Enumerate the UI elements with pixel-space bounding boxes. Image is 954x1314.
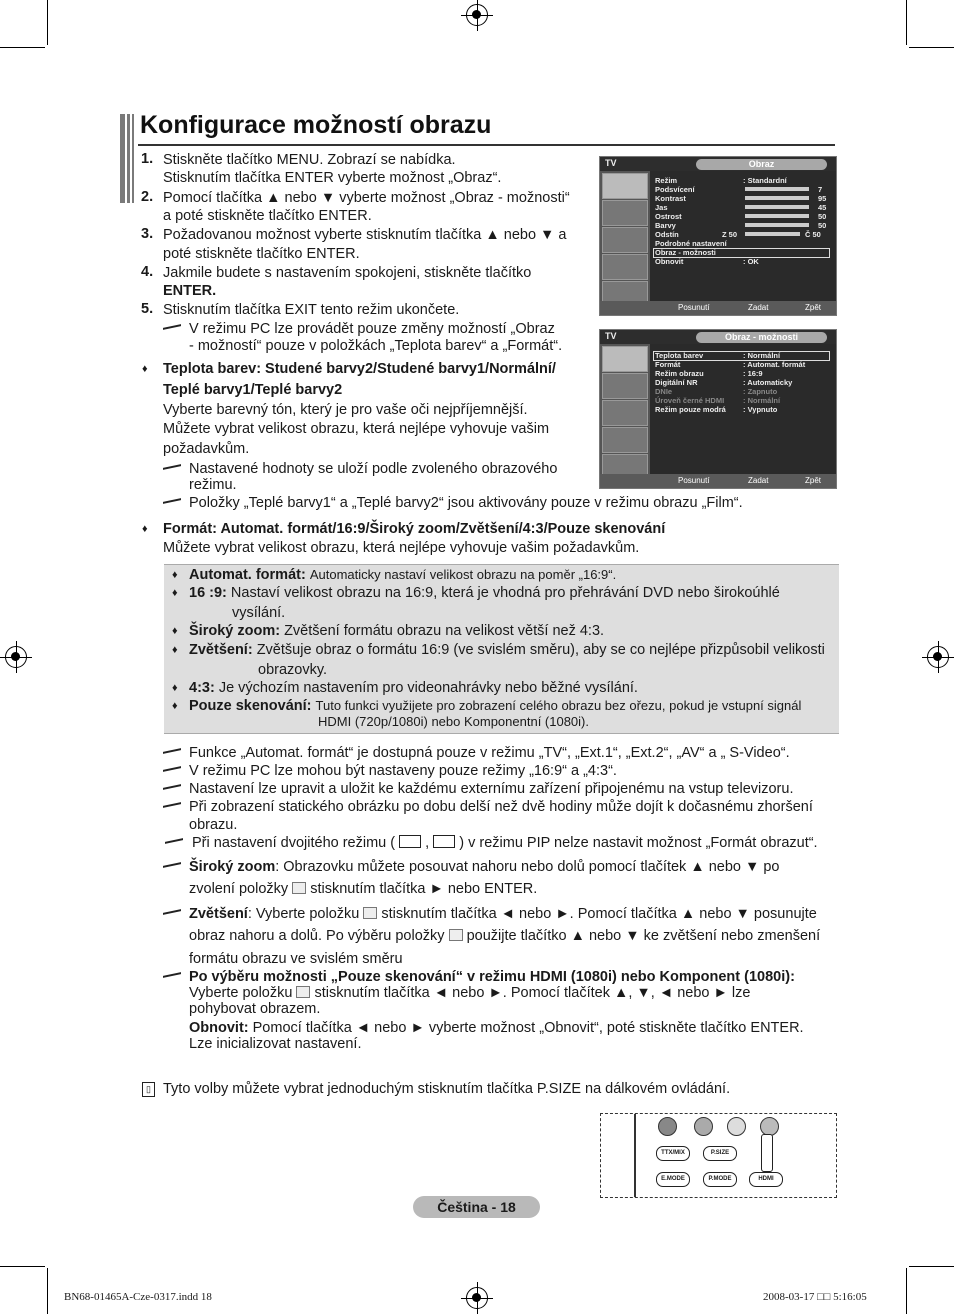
step-3-line-2: poté stiskněte tlačítko ENTER. — [163, 246, 360, 262]
crop-mark — [906, 0, 907, 45]
tv-menu-footer — [600, 301, 836, 315]
teplota-note-1b: režimu. — [189, 477, 237, 493]
tv-footer-enter: Zadat — [748, 303, 769, 312]
channel-icon — [602, 227, 648, 253]
tv-menu-heading: Obraz - možnosti — [696, 332, 827, 343]
tv-menu-row-value: : 16:9 — [743, 369, 763, 378]
wide-text: : Obrazovku můžete posouvat nahoru nebo dolů pomocí tlačítek ▲ nebo ▼ po — [275, 859, 780, 875]
zoom-text-b1: obraz nahoru a dolů. Po výběru položky — [189, 928, 445, 944]
tv-menu-row-label: Podrobné nastavení — [655, 239, 727, 248]
sound-icon — [602, 373, 648, 399]
tv-menu-row-value: : Normální — [743, 396, 781, 405]
tv-menu-row-value: 50 — [818, 221, 827, 230]
note-arrow-icon — [165, 836, 185, 846]
registration-mark-icon — [5, 646, 27, 668]
step-number: 3. — [141, 226, 154, 242]
step-number: 2. — [141, 189, 154, 205]
tv-menu-main — [650, 344, 836, 474]
tv-menu-row-label: Režim obrazu — [655, 369, 704, 378]
zoom-text-a2: stisknutím tlačítka ◄ nebo ►. Pomocí tlačítka ▲ nebo ▼ posunujte — [381, 906, 817, 922]
note-line: obrazu. — [189, 817, 238, 833]
remote-tip-icon: ▯ — [142, 1082, 155, 1097]
pip-mode-icon — [433, 835, 455, 848]
scan-reset-text: Pomocí tlačítka ◄ nebo ► vyberte možnost „Obnovit“, poté stiskněte tlačítko ENTER. — [252, 1020, 804, 1036]
hand-finger-icon — [761, 1134, 773, 1172]
crop-mark — [47, 1268, 48, 1314]
format-body: Můžete vybrat velikost obrazu, která nejlépe vyhovuje vašim požadavkům. — [163, 540, 640, 556]
tv-footer-move: Posunutí — [678, 303, 710, 312]
format-option-text: Zvětšuje obraz o formátu 16:9 (ve svislém směru), aby se co nejlépe přizpůsobil velikosti — [256, 642, 825, 658]
note-arrow-icon — [163, 800, 183, 810]
channel-icon — [602, 400, 648, 426]
step-4-line-1: Jakmile budete s nastavením spokojeni, stiskněte tlačítko — [163, 265, 532, 281]
pip-note-b: , — [425, 835, 430, 851]
tv-footer-enter: Zadat — [748, 476, 769, 485]
slider-bar — [745, 232, 800, 236]
page-footer-badge: Čeština - 18 — [413, 1196, 540, 1218]
zoom-text-c: formátu obrazu ve svislém směru — [189, 951, 403, 967]
pc-note-line-2: - možností“ pouze v položkách „Teplota barev“ a „Formát“. — [189, 338, 563, 354]
format-option-key: Zvětšení: — [189, 642, 253, 658]
hdmi-button: HDMI — [749, 1172, 783, 1187]
registration-mark-icon — [927, 646, 949, 668]
teplota-body-2: Můžete vybrat velikost obrazu, která nejlépe vyhovuje vašim — [163, 421, 550, 437]
note-line: Funkce „Automat. formát“ je dostupná pouze v režimu „TV“, „Ext.1“, „Ext.2“, „AV“ a „ S-Video“. — [189, 745, 790, 761]
bullet-diamond-icon: ♦ — [172, 700, 178, 712]
step-number: 5. — [141, 301, 154, 317]
tv-menu-footer — [600, 474, 836, 488]
format-option-key: 16 :9: — [189, 585, 227, 601]
scan-b: pohybovat obrazem. — [189, 1001, 321, 1017]
color-button-yellow — [727, 1117, 746, 1136]
format-option-text-cont: HDMI (720p/1080i) nebo Komponentní (1080i). — [318, 714, 589, 729]
step-4-line-2: ENTER. — [163, 283, 217, 299]
tv-menu-row-value: 95 — [818, 194, 827, 203]
tv-menu-row-label: Podsvícení — [655, 185, 695, 194]
tv-footer-return: Zpět — [805, 476, 822, 485]
tv-menu-tab: TV — [605, 158, 617, 168]
note-arrow-icon — [163, 782, 183, 792]
ttx-mix-button: TTX/MIX — [656, 1146, 690, 1161]
note-arrow-icon — [163, 322, 183, 332]
slider-bar — [745, 187, 809, 191]
tv-menu-row-label: Barvy — [655, 221, 676, 230]
tv-menu-row-label: Jas — [655, 203, 668, 212]
step-number: 1. — [141, 151, 154, 167]
zoom-key: Zvětšení — [189, 906, 248, 922]
setup-icon — [602, 427, 648, 453]
note-arrow-icon — [163, 970, 183, 980]
tip-text: Tyto volby můžete vybrat jednoduchým stisknutím tlačítka P.SIZE na dálkovém ovládání. — [163, 1081, 731, 1097]
crop-mark — [0, 47, 45, 48]
step-number: 4. — [141, 264, 154, 280]
bullet-diamond-icon: ♦ — [142, 363, 148, 375]
note-line: V režimu PC lze mohou být nastaveny pouze režimy „16:9“ a „4:3“. — [189, 763, 617, 779]
tv-menu-main — [650, 171, 836, 301]
color-button-green — [694, 1117, 713, 1136]
wide-text-b2: stisknutím tlačítka ► nebo ENTER. — [310, 881, 538, 897]
crop-mark — [0, 1266, 45, 1267]
crop-mark — [909, 1266, 954, 1267]
title-bar-decoration — [132, 114, 134, 203]
bullet-diamond-icon: ♦ — [172, 682, 178, 694]
slider-bar — [745, 196, 809, 200]
format-option-key: Široký zoom: — [189, 623, 281, 639]
zoom-text: : Vyberte položku — [247, 906, 360, 922]
registration-mark-icon — [466, 4, 488, 26]
tv-menu-sidebar — [600, 171, 650, 301]
tv-menu-row-value: : Automaticky — [743, 378, 793, 387]
position-icon — [292, 882, 306, 894]
setup-icon — [602, 254, 648, 280]
note-arrow-icon — [163, 860, 183, 870]
format-option-text: Automaticky nastaví velikost obrazu na poměr „16:9“. — [309, 567, 617, 582]
note-arrow-icon — [163, 462, 183, 472]
tv-menu-row-value: : OK — [743, 257, 759, 266]
tv-menu-picture — [599, 156, 837, 316]
note-arrow-icon — [163, 907, 183, 917]
tv-menu-row-value: Č 50 — [805, 230, 821, 239]
position-icon — [363, 907, 377, 919]
tv-menu-row-label: Ostrost — [655, 212, 682, 221]
slider-bar — [745, 205, 809, 209]
step-2-line-2: a poté stiskněte tlačítko ENTER. — [163, 208, 372, 224]
format-option-text: Nastaví velikost obrazu na 16:9, která je vhodná pro přehrávání DVD nebo širokoúhlé — [230, 585, 780, 601]
bullet-diamond-icon: ♦ — [172, 569, 178, 581]
bullet-diamond-icon: ♦ — [142, 523, 148, 535]
picture-icon — [602, 346, 648, 372]
tv-footer-move: Posunutí — [678, 476, 710, 485]
tv-menu-row-value: : Standardní — [743, 176, 787, 185]
teplota-note-1a: Nastavené hodnoty se uloží podle zvoleného obrazového — [189, 461, 558, 477]
tv-menu-row-value: 7 — [818, 185, 823, 194]
note-line: Nastavení lze upravit a uložit ke každému externímu zařízení připojenému na vstup televizoru. — [189, 781, 794, 797]
title-underline — [138, 144, 835, 146]
tv-menu-row-label: Režim — [655, 176, 678, 185]
format-option-text: Tuto funkci využijete pro zobrazení celého obrazu bez ořezu, pokud je vstupní signál — [315, 698, 802, 713]
tv-menu-tab: TV — [605, 331, 617, 341]
tv-menu-row-label: Režim pouze modrá — [655, 405, 726, 414]
e-mode-button: E.MODE — [656, 1172, 690, 1187]
scan-a2: stisknutím tlačítka ◄ nebo ►. Pomocí tlačítek ▲, ▼, ◄ nebo ► lze — [314, 985, 751, 1001]
tv-menu-row-value: : Zapnuto — [743, 387, 778, 396]
print-slug-right: 2008-03-17 □□ 5:16:05 — [763, 1291, 867, 1303]
color-button-red — [658, 1117, 677, 1136]
wide-key: Široký zoom — [189, 859, 276, 875]
note-arrow-icon — [163, 746, 183, 756]
bullet-diamond-icon: ♦ — [172, 587, 178, 599]
slider-bar — [745, 223, 809, 227]
format-option-text: Je výchozím nastavením pro videonahrávky nebo běžné vysílání. — [218, 680, 638, 696]
tv-menu-row-value: Z 50 — [722, 230, 738, 239]
scan-a1: Vyberte položku — [189, 985, 293, 1001]
print-slug-left: BN68-01465A-Cze-0317.indd 18 — [64, 1291, 212, 1303]
title-bar-decoration — [127, 114, 130, 203]
sound-icon — [602, 200, 648, 226]
bullet-diamond-icon: ♦ — [172, 625, 178, 637]
tv-menu-sidebar — [600, 344, 650, 474]
scan-reset-key: Obnovit: — [189, 1020, 249, 1036]
format-option-key: Automat. formát: — [189, 567, 306, 583]
teplota-heading-2: Teplé barvy1/Teplé barvy2 — [163, 382, 343, 398]
format-option-text: Zvětšení formátu obrazu na velikost větší než 4:3. — [284, 623, 605, 639]
tv-menu-row-label: Obraz - možnosti — [655, 248, 716, 257]
step-5-line-1: Stisknutím tlačítka EXIT tento režim ukončete. — [163, 302, 460, 318]
step-1-line-1: Stiskněte tlačítko MENU. Zobrazí se nabídka. — [163, 152, 456, 168]
teplota-heading-1: Teplota barev: Studené barvy2/Studené barvy1/Normální/ — [163, 361, 556, 377]
crop-mark — [906, 1268, 907, 1314]
teplota-body-1: Vyberte barevný tón, který je pro vaše oči nejpříjemnější. — [163, 402, 528, 418]
remote-edge — [634, 1114, 636, 1197]
tv-menu-row-value: : Vypnuto — [743, 405, 778, 414]
tv-menu-row-label: DNIe — [655, 387, 673, 396]
note-arrow-icon — [163, 764, 183, 774]
step-3-line-1: Požadovanou možnost vyberte stisknutím tlačítka ▲ nebo ▼ a — [163, 227, 567, 243]
format-option-key: Pouze skenování: — [189, 698, 312, 714]
tv-menu-row-label: Obnovit — [655, 257, 684, 266]
pip-note-c: ) v režimu PIP nelze nastavit možnost „Formát obrazut“. — [459, 835, 818, 851]
p-size-button: P.SIZE — [703, 1146, 737, 1161]
tv-menu-row-label: Kontrast — [655, 194, 686, 203]
scan-heading: Po výběru možnosti „Pouze skenování“ v režimu HDMI (1080i) nebo Komponent (1080i): — [189, 969, 795, 985]
format-option-text-cont: obrazovky. — [258, 662, 328, 678]
format-heading: Formát: Automat. formát/16:9/Široký zoom/Zvětšení/4:3/Pouze skenování — [163, 521, 666, 537]
page-title: Konfigurace možností obrazu — [140, 111, 492, 139]
tv-menu-heading: Obraz — [696, 159, 827, 170]
tv-menu-row-label: Formát — [655, 360, 681, 369]
tv-menu-row-value: : Automat. formát — [743, 360, 806, 369]
tv-menu-row-label: Odstín — [655, 230, 679, 239]
format-option-key: 4:3: — [189, 680, 215, 696]
scan-reset-text-2: Lze inicializovat nastavení. — [189, 1036, 362, 1052]
title-bar-decoration — [120, 114, 125, 203]
tv-menu-row-value: : Normální — [743, 351, 781, 360]
picture-icon — [602, 173, 648, 199]
format-option-text-cont: vysílání. — [232, 605, 286, 621]
tv-menu-row-label: Teplota barev — [655, 351, 704, 360]
crop-mark — [47, 0, 48, 45]
note-line: Při zobrazení statického obrázku po dobu delší než dvě hodiny může dojít k dočasnému zhoršení — [189, 799, 813, 815]
position-icon — [296, 986, 310, 998]
pip-mode-icon — [399, 835, 421, 848]
slider-bar — [745, 214, 809, 218]
pc-note-line-1: V režimu PC lze provádět pouze změny možností „Obraz — [189, 321, 555, 337]
size-icon — [449, 929, 463, 941]
tv-menu-picture-options — [599, 329, 837, 489]
step-2-line-1: Pomocí tlačítka ▲ nebo ▼ vyberte možnost „Obraz - možnosti“ — [163, 190, 570, 206]
p-mode-button: P.MODE — [703, 1172, 737, 1187]
bullet-diamond-icon: ♦ — [172, 644, 178, 656]
registration-mark-icon — [466, 1287, 488, 1309]
remote-illustration — [600, 1113, 837, 1198]
crop-mark — [909, 47, 954, 48]
tv-menu-row-value: 50 — [818, 212, 827, 221]
note-arrow-icon — [163, 496, 183, 506]
teplota-body-3: požadavkům. — [163, 441, 250, 457]
wide-text-b1: zvolení položky — [189, 881, 289, 897]
pip-note-a: Při nastavení dvojitého režimu ( — [192, 835, 396, 851]
tv-menu-row-value: 45 — [818, 203, 827, 212]
zoom-text-b2: použijte tlačítko ▲ nebo ▼ ke zvětšení nebo zmenšení — [466, 928, 821, 944]
tv-menu-row-label: Digitální NR — [655, 378, 698, 387]
tv-menu-row-label: Úroveň černé HDMI — [655, 396, 725, 405]
tv-footer-return: Zpět — [805, 303, 822, 312]
step-1-line-2: Stisknutím tlačítka ENTER vyberte možnost „Obraz“. — [163, 170, 502, 186]
teplota-note-2: Položky „Teplé barvy1“ a „Teplé barvy2“ jsou aktivovány pouze v režimu obrazu „Film“. — [189, 495, 743, 511]
